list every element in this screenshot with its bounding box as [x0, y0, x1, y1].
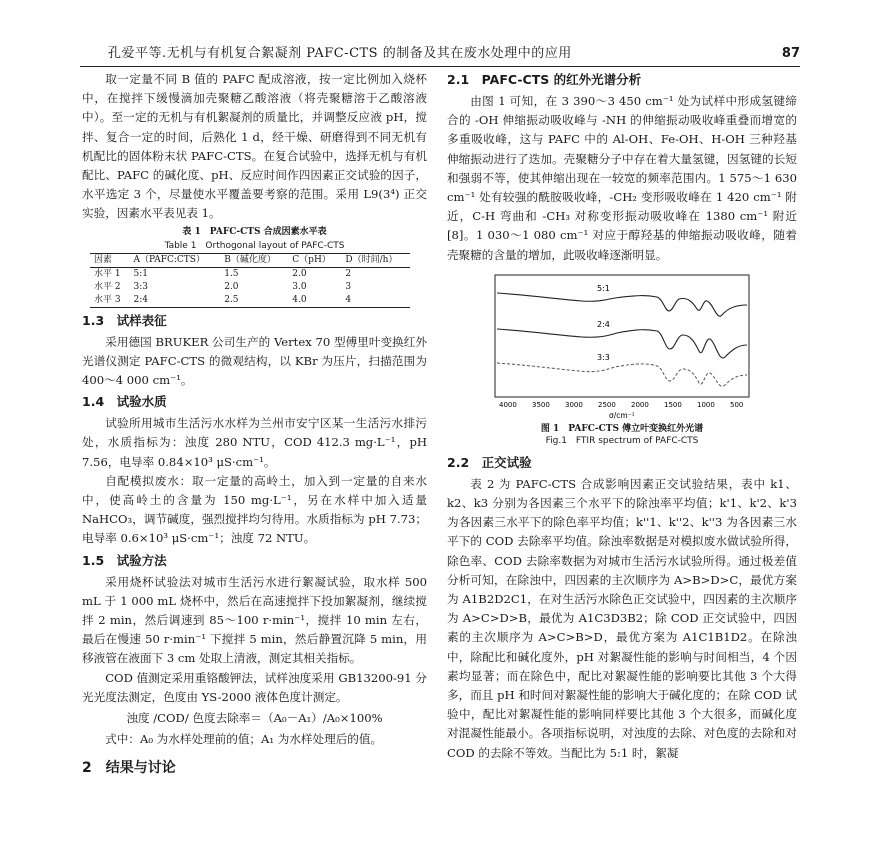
table-cell: 2:4 [133, 294, 148, 305]
table-cell: 3:3 [133, 281, 148, 292]
table1-header-cell: C（pH） [292, 254, 331, 265]
spectrum-curve-3-3 [497, 363, 747, 386]
section-1-5-paragraph-2: COD 值测定采用重铬酸钾法，试样浊度采用 GB13200-91 分光光度法测定，色度由 YS-2000 液体色度计测定。 [82, 670, 427, 704]
section-1-5-heading: 1.5 试验方法 [82, 552, 167, 568]
table-cell: 水平 2 [94, 281, 121, 292]
table-cell: 2 [345, 268, 352, 279]
x-tick-label: 3500 [532, 400, 550, 409]
curve-label-3-3: 3:3 [597, 352, 610, 362]
table1-header-row [90, 253, 410, 267]
intro-paragraph: 取一定量不同 B 值的 PAFC 配成溶液，按一定比例加入烧杯中，在搅拌下缓慢滴加壳聚糖乙酸溶液（将壳聚糖溶于乙酸溶液中）。至一定的无机与有机絮凝剂的质量比，并调整反应液 pH，搅拌、复合一定的时间，后熟化 1 d，经干燥、研磨得到不同无机有机配比的固体粉末状 PAFC-CTS。在复合试验中，选择无机与有机配比、PAFC 的碱化度、pH、反应时间作四因素正交试验的因子，水平选定 3 个，尽量使水平覆盖要考察的范围。采用 L9(3⁴) 正交实验，因素水平表见表 1。 [82, 72, 427, 221]
table1-header-cell: A（PAFC:CTS） [133, 254, 205, 265]
section-1-3-heading: 1.3 试样表征 [82, 312, 167, 328]
spectrum-curve-2-4 [497, 329, 747, 358]
running-header [80, 44, 800, 67]
x-axis-unit: σ/cm⁻¹ [609, 410, 635, 420]
table1-header-cell: B（碱化度） [224, 254, 276, 265]
section-1-5-paragraph-1: 采用烧杯试验法对城市生活污水进行絮凝试验，取水样 500 mL 于 1 000 mL 烧杯中，然后在高速搅拌下投加絮凝剂，继续搅拌 2 min，然后调速到 85～100 r·min⁻¹，搅拌 10 min 左右，最后在慢速 50 r·min⁻¹ 下搅拌 5 min，然后静置沉降 5 min，用移液管在液面下 3 cm 处取上清液，测定其相关指标。 [82, 574, 427, 666]
figure-1-caption-cn: 图 1 PAFC-CTS 傅立叶变换红外光谱 [540, 423, 704, 434]
table1-caption-en: Table 1 Orthogonal layout of PAFC-CTS [164, 240, 345, 251]
figure-1-caption-en: Fig.1 FTIR spectrum of PAFC-CTS [545, 435, 699, 446]
running-title: 孔爱平等.无机与有机复合絮凝剂 PAFC-CTS 的制备及其在废水处理中的应用 [108, 46, 572, 61]
section-2-2-paragraph: 表 2 为 PAFC-CTS 合成影响因素正交试验结果，表中 k1、k2、k3 分别为各因素三个水平下的除浊率平均值；k'1、k'2、k'3 为各因素三水平下的除色率平均值；k''1、k''2、k''3 为各因素三水平下的 COD 去除率平均值。除浊率数据是对模拟废水做试验所得，除色率、COD 去除率数据为对城市生活污水试验所得。通过极差值分析可知，在除浊中，四因素的主次顺序为 A>B>D>C，最优方案为 A1B2D2C1，在对生活污水除色正交试验中，四因素的主次顺序为 A>C>D>B，最优为 A1C3D3B2；除 COD 正交试验中，四因素的主次顺序为 A>C>B>D，最优方案为 A1C1B1D2。在除浊中，除配比和碱化度外，pH 对絮凝性能的影响与时间相当，4 个因素均显著；而在除色中，配比对絮凝性能的影响要比其他 3 个大得多，而且 pH 和时间对絮凝性能的影响大于碱化度的；在除 COD 试验中，配比对絮凝性能的影响同样要比其他 3 个大很多，而碱化度对混凝性能最小。各项指标说明，对浊度的去除、对色度的去除和对 COD 的去除不等效。当配比为 5:1 时，絮凝 [447, 476, 797, 760]
left-column [82, 70, 427, 783]
section-2-2-heading: 2.2 正交试验 [447, 454, 532, 470]
section-2-heading: 2 结果与讨论 [82, 760, 176, 777]
x-tick-label: 2500 [598, 400, 616, 409]
section-1-4-paragraph-1: 试验所用城市生活污水水样为兰州市安宁区某一生活污水排污处，水质指标为：浊度 280 NTU，COD 412.3 mg·L⁻¹，pH 7.56，电导率 0.84×10³ μS·cm⁻¹。 [82, 416, 427, 469]
table-cell: 3.0 [292, 281, 307, 292]
removal-rate-formula: 浊度 /COD/ 色度去除率＝（A₀－A₁）/A₀×100% [126, 711, 383, 726]
table-cell: 1.5 [224, 268, 239, 279]
formula-note: 式中：A₀ 为水样处理前的值；A₁ 为水样处理后的值。 [105, 732, 383, 747]
table-cell: 水平 3 [94, 294, 121, 305]
section-1-4-heading: 1.4 试验水质 [82, 394, 167, 410]
table1-header-cell: D（时间/h） [345, 254, 398, 265]
table-row [90, 294, 410, 308]
curve-label-2-4: 2:4 [597, 319, 610, 329]
x-tick-label: 500 [730, 400, 744, 409]
x-tick-label: 1000 [697, 400, 715, 409]
page-number: 87 [781, 46, 800, 61]
section-1-3-paragraph: 采用德国 BRUKER 公司生产的 Vertex 70 型傅里叶变换红外光谱仪测定 PAFC-CTS 的微观结构，以 KBr 为压片，扫描范围为 400～4 000 cm⁻¹。 [82, 334, 427, 388]
right-column [447, 70, 797, 763]
table-cell: 4 [345, 294, 352, 305]
x-tick-label: 4000 [499, 400, 517, 409]
section-2-1-paragraph: 由图 1 可知，在 3 390～3 450 cm⁻¹ 处为试样中形成氢键缔合的 -OH 伸缩振动吸收峰与 -NH 的伸缩振动吸收峰重叠而增宽的多重吸收峰，这与 PAFC 中的 Al-OH、Fe-OH、H-OH 三种羟基伸缩振动进行了迭加。壳聚糖分子中存在着大量氢键，因氢键的长短和强弱不等，使其伸缩出现在一较宽的频率范围内。1 575～1 630 cm⁻¹ 处有较强的酰胺吸收峰，-CH₂ 变形吸收峰在 1 420 cm⁻¹ 附近，C-H 弯曲和 -CH₃ 对称变形振动吸收峰在 1380 cm⁻¹ 附近[8]。1 030～1 080 cm⁻¹ 对应于醇羟基的伸缩振动吸收峰，随着壳聚糖的含量的增加，此吸收峰逐渐明显。 [447, 94, 797, 262]
table-cell: 2.5 [224, 294, 239, 305]
table-cell: 4.0 [292, 294, 307, 305]
x-tick-label: 2000 [631, 400, 649, 409]
figure-1-ftir-spectrum [487, 271, 757, 421]
curve-label-5-1: 5:1 [597, 283, 610, 293]
table1-factor-levels [90, 253, 410, 308]
table1-caption-cn: 表 1 PAFC-CTS 合成因素水平表 [182, 226, 327, 237]
spectrum-curve-5-1 [497, 293, 747, 316]
table-row [90, 281, 410, 294]
table-row [90, 267, 410, 281]
table-cell: 水平 1 [94, 268, 121, 279]
x-tick-label: 1500 [664, 400, 682, 409]
section-1-4-paragraph-2: 自配模拟废水：取一定量的高岭土，加入到一定量的自来水中，使高岭土的含量为 150 mg·L⁻¹，另在水样中加入适量 NaHCO₃，调节碱度，强烈搅拌均匀待用。水质指标为 pH 7.73；电导率 0.6×10³ μS·cm⁻¹；浊度 72 NTU。 [82, 473, 427, 546]
table-cell: 2.0 [292, 268, 307, 279]
table-cell: 2.0 [224, 281, 239, 292]
table1-header-cell: 因素 [94, 254, 113, 265]
plot-frame [495, 275, 749, 397]
table-cell: 5:1 [133, 268, 148, 279]
ftir-spectrum-plot [487, 271, 757, 421]
table-cell: 3 [345, 281, 352, 292]
x-tick-label: 3000 [565, 400, 583, 409]
section-2-1-heading: 2.1 PAFC-CTS 的红外光谱分析 [447, 72, 642, 87]
